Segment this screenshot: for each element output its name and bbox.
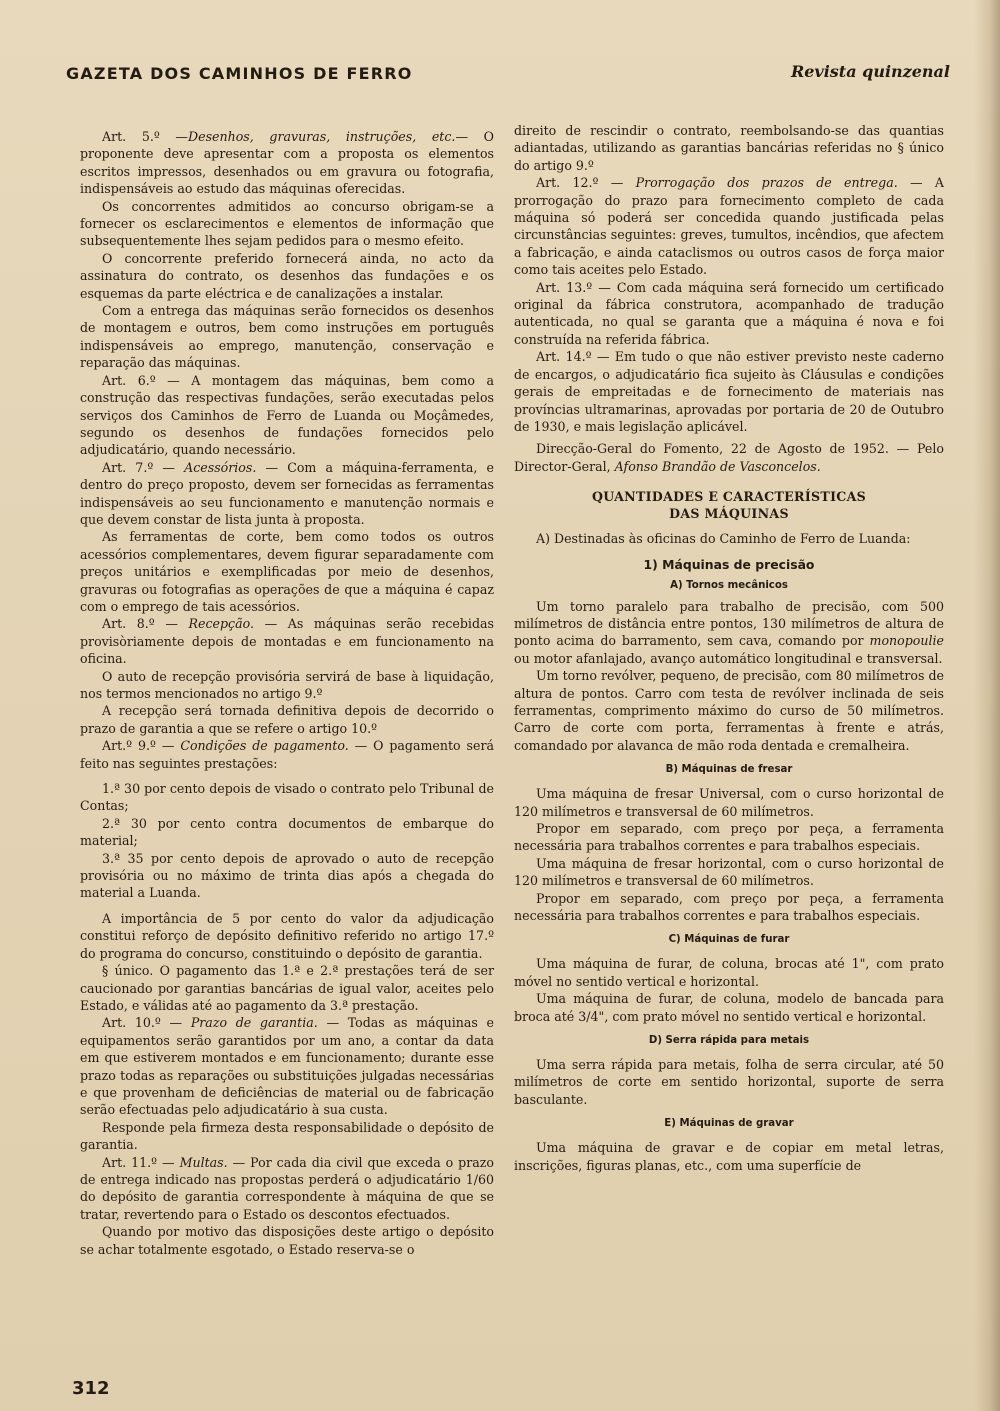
paragraph: As ferramentas de corte, bem como todos os outros acessórios complementares, devem figurar separadamente com preços unitários e exemplificadas por meio de desenhos, gravuras ou fotografias as operações de que a máquina é capaz com o emprego de tais acessórios. [80,529,494,614]
section-title: DAS MÁQUINAS [669,506,789,522]
article-8: Art. 8.º — Recepção. — As máquinas serão recebidas provisòriamente depois de montadas e em funcionamento na oficina. [80,616,494,667]
paragraph: Responde pela firmeza desta responsabilidade o depósito de garantia. [80,1119,494,1153]
paragraph: A recepção será tornada definitiva depois de decorrido o prazo de garantia a que se refere o artigo 10.º [80,703,494,736]
article-5: Art. 5.º —Desenhos, gravuras, instruções, etc.— O proponente deve apresentar com a proposta os elementos escritos impressos, desenhados ou em gravura ou fotografia, indispensáveis ao estudo das máquinas oferecidas. [80,129,495,197]
payment-item: 1.ª 30 por cento depois de visado o contrato pelo Tribunal de Contas; [80,781,494,814]
section-intro: A) Destinadas às oficinas do Caminho de Ferro de Luanda: [536,531,911,547]
journal-title: GAZETA DOS CAMINHOS DE FERRO [66,64,413,83]
running-header [66,64,950,92]
machine-description: Propor em separado, com preço por peça, a ferramenta necessária para trabalhos correntes e para trabalhos especiais. [514,890,944,924]
machine-description: Uma máquina de furar, de coluna, modelo de bancada para broca até 3/4", com prato móvel no sentido vertical e horizontal. [514,991,944,1024]
article-10: Art. 10.º — Prazo de garantia. — Todas as máquinas e equipamentos serão garantidos por um ano, a contar da data em que estiverem montados e em funcionamento; durante esse prazo todas as reparações ou substituições julgadas necessárias e que provenham de deficiências de material ou de fabricação serão efectuadas pelo adjudicatário à sua custa. [80,1015,494,1118]
left-column [80,128,494,1258]
payment-item: 3.ª 35 por cento depois de aprovado o auto de recepção provisória ou no máximo de trinta dias após a chegada do material a Luanda. [80,850,494,901]
page-number: 312 [72,1378,110,1399]
article-9: Art.º 9.º — Condições de pagamento. — O pagamento será feito nas seguintes prestações: [80,738,494,771]
paragraph: direito de rescindir o contrato, reembolsando-se das quantias adiantadas, utilizando as garantias bancárias referidas no § único do artigo 9.º [514,123,944,173]
subsection-heading: D) Serra rápida para metais [648,1035,810,1047]
right-column [514,122,944,1174]
subsection-heading: E) Máquinas de gravar [664,1118,794,1130]
article-14: Art. 14.º — Em tudo o que não estiver previsto neste caderno de encargos, o adjudicatário fica sujeito às Cláusulas e condições gerais de empreitadas e de fornecimento de materiais nas províncias ultramarinas, aprovadas por portaria de 20 de Outubro de 1930, e mais legislação aplicável. [514,349,944,434]
machine-description: Propor em separado, com preço por peça, a ferramenta necessária para trabalhos correntes e para trabalhos especiais. [514,821,944,854]
article-11: Art. 11.º — Multas. — Por cada dia civil que exceda o prazo de entrega indicado nas propostas perderá o adjudicatário 1/60 do depósito de garantia correspondente à máquina de que se tratar, revertendo para o Estado os descontos efectuados. [80,1154,494,1222]
article-7: Art. 7.º — Acessórios. — Com a máquina-ferramenta, e dentro do preço proposto, devem ser fornecidas as ferramentas indispensáveis ao seu funcionamento e manutenção normais e que devem constar de lista junta à proposta. [80,459,494,527]
section-title: QUANTIDADES E CARACTERÍSTICAS [591,489,867,505]
article-6: Art. 6.º — A montagem das máquinas, bem como a construção das respectivas fundações, serão executadas pelos serviços dos Caminhos de Ferro de Luanda ou Moçâmedes, segundo os desenhos de fundações fornecidos pelo adjudicatário, quando necessário. [80,372,494,458]
machine-description: Uma máquina de fresar Universal, com o curso horizontal de 120 milímetros e transversal de 60 milímetros. [514,786,944,819]
subsection-heading: B) Máquinas de fresar [665,764,793,776]
paragraph: O auto de recepção provisória servirá de base à liquidação, nos termos mencionados no artigo 9.º [80,668,494,701]
paragraph: Com a entrega das máquinas serão fornecidos os desenhos de montagem e outros, bem como instruções em português indispensáveis ao emprego, manutenção, conservação e reparação das máquinas. [80,303,494,371]
signature: Direcção-Geral do Fomento, 22 de Agosto de 1952. — Pelo Director-Geral, Afonso Brandão de Vasconcelos. [514,441,944,474]
machine-description: Uma máquina de furar, de coluna, brocas até 1", com prato móvel no sentido vertical e horizontal. [514,956,944,989]
paragraph: § único. O pagamento das 1.ª e 2.ª prestações terá de ser caucionado por garantias bancárias de igual valor, aceites pelo Estado, e válidas até ao pagamento da 3.ª prestação. [80,963,494,1013]
machine-description: Um torno paralelo para trabalho de precisão, com 500 milímetros de distância entre pontos, 130 milímetros de altura de ponto acima do barramento, sem cava, comando por monopoulie ou motor afanlajado, avanço automático longitudinal e transversal. [514,598,944,666]
machine-description: Uma serra rápida para metais, folha de serra circular, até 50 milímetros de corte em sentido horizontal, suporte de serra basculante. [514,1057,944,1107]
article-12: Art. 12.º — Prorrogação dos prazos de entrega. — A prorrogação do prazo para fornecimento completo de cada máquina só poderá ser concedida quando justificada pelas circunstâncias seguintes: greves, tumultos, incêndios, que afectem a fabricação, e ainda cataclismos ou outros casos de força maior como tais aceites pelo Estado. [514,175,944,278]
machine-description: Uma máquina de fresar horizontal, com o curso horizontal de 120 milímetros e transversal de 60 milímetros. [514,855,944,889]
article-13: Art. 13.º — Com cada máquina será fornecido um certificado original da fábrica construtora, acompanhado de tradução autenticada, no qual se garanta que a máquina é nova e foi construída na referida fábrica. [514,279,944,347]
subsection-heading: C) Máquinas de furar [668,934,790,946]
group-heading: 1) Máquinas de precisão [643,556,815,572]
paragraph: Quando por motivo das disposições deste artigo o depósito se achar totalmente esgotado, o Estado reserva-se o [80,1224,494,1257]
paragraph: A importância de 5 por cento do valor da adjudicação constitui reforço de depósito definitivo referido no artigo 17.º do programa do concurso, constituindo o depósito de garantia. [80,910,494,961]
payment-item: 2.ª 30 por cento contra documentos de embarque do material; [80,815,494,849]
machine-description: Um torno revólver, pequeno, de precisão, com 80 milímetros de altura de pontos. Carro com testa de revólver inclinada de seis ferramentas, comprimento máximo do curso de 50 milímetros. Carro de corte com porta, ferramentas à frente e atrás, comandado por alavanca de mão roda dentada e cremalheira. [514,668,944,753]
paragraph: O concorrente preferido fornecerá ainda, no acto da assinatura do contrato, os desenhos das fundações e os esquemas da parte eléctrica e de canalizações a instalar. [80,250,494,301]
page-edge-shadow [974,0,1000,1411]
subsection-heading: A) Tornos mecânicos [670,579,788,591]
paragraph: Os concorrentes admitidos ao concurso obrigam-se a fornecer os esclarecimentos e elementos de informação que subsequentemente lhes sejam pedidos para o mesmo efeito. [80,198,494,249]
section-label: Revista quinzenal [790,62,950,81]
machine-description: Uma máquina de gravar e de copiar em metal letras, inscrições, figuras planas, etc., com uma superfície de [514,1140,944,1173]
